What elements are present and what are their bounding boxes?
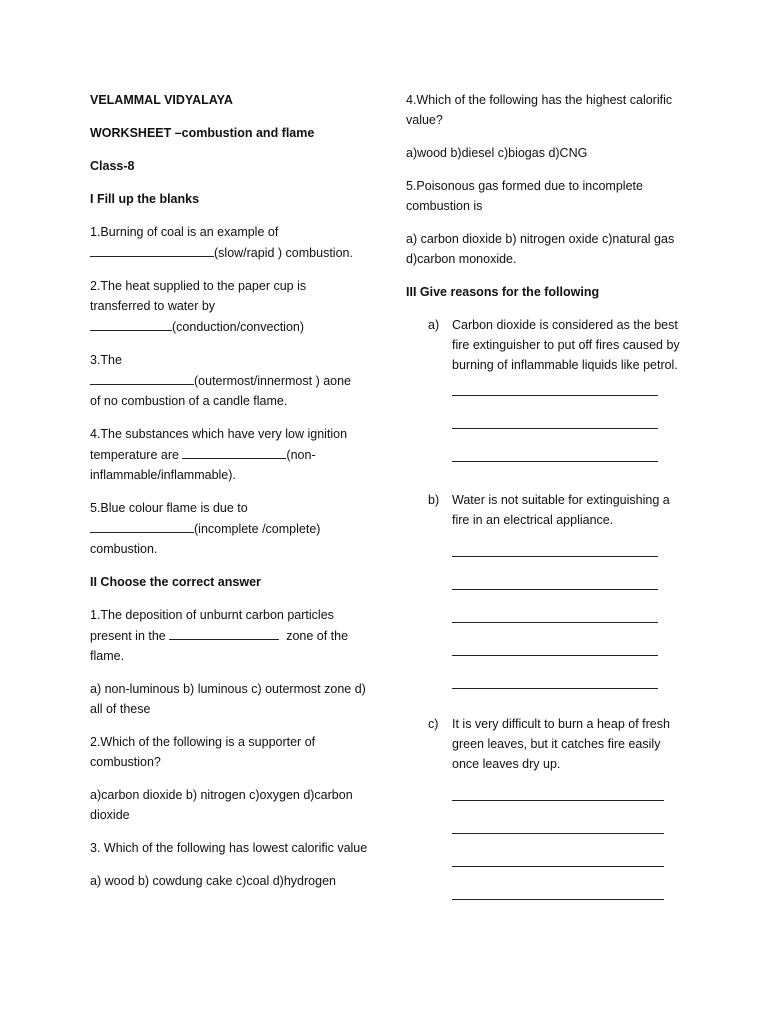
fill-question-2 xyxy=(90,276,372,337)
mcq-question-1-text-3: zone of the xyxy=(286,629,349,643)
reason-item-a xyxy=(406,315,688,474)
answer-line xyxy=(452,569,658,602)
fill-question-5-options: (incomplete /complete) xyxy=(194,522,321,536)
reason-item-b xyxy=(406,490,688,701)
answer-line xyxy=(452,813,664,846)
fill-question-5 xyxy=(90,498,372,559)
mcq-question-1 xyxy=(90,605,372,666)
mcq-question-4: 4.Which of the following has the highest calorific value? xyxy=(406,93,673,127)
fill-question-4-text-3: inflammable/inflammable). xyxy=(90,468,236,482)
reason-item-c-answer-lines xyxy=(452,780,688,912)
fill-question-5-text-1: 5.Blue colour flame is due to xyxy=(90,501,248,515)
mcq-question-4-options: a)wood b)diesel c)biogas d)CNG xyxy=(406,146,588,160)
fill-question-2-text-1: 2.The heat supplied to the paper cup is xyxy=(90,279,307,293)
answer-line xyxy=(452,780,664,813)
mcq-question-2-options: a)carbon dioxide b) nitrogen c)oxygen d)carbon dioxide xyxy=(90,788,353,822)
mcq-question-2: 2.Which of the following is a supporter of combustion? xyxy=(90,735,316,769)
reason-item-a-text: Carbon dioxide is considered as the best fire extinguisher to put off fires caused by burning of inflammable liquids like petrol. xyxy=(452,318,680,372)
fill-question-1 xyxy=(90,222,372,263)
fill-question-2-text-2: transferred to water by xyxy=(90,299,216,313)
answer-line xyxy=(452,375,658,408)
worksheet-title: WORKSHEET –combustion and flame xyxy=(90,126,315,140)
reason-item-a-marker: a) xyxy=(428,318,440,332)
reason-item-a-answer-lines xyxy=(452,375,688,474)
answer-line xyxy=(452,846,664,879)
fill-question-3-text-1: 3.The xyxy=(90,353,122,367)
mcq-question-1-text-4: flame. xyxy=(90,649,125,663)
answer-line xyxy=(452,408,658,441)
answer-line xyxy=(452,879,664,912)
mcq-question-1-options: a) non-luminous b) luminous c) outermost zone d) all of these xyxy=(90,682,366,716)
fill-question-3-blank xyxy=(90,370,194,385)
mcq-question-3-options: a) wood b) cowdung cake c)coal d)hydrogen xyxy=(90,874,336,888)
mcq-question-1-text-2: present in the xyxy=(90,629,166,643)
reason-item-b-answer-lines xyxy=(452,536,688,701)
class-label: Class-8 xyxy=(90,159,135,173)
reason-item-b-marker: b) xyxy=(428,493,440,507)
fill-question-5-text-3: combustion. xyxy=(90,542,158,556)
mcq-question-5-options: a) carbon dioxide b) nitrogen oxide c)natural gas d)carbon monoxide. xyxy=(406,232,675,266)
fill-question-2-blank xyxy=(90,316,172,331)
fill-question-1-text: 1.Burning of coal is an example of xyxy=(90,225,279,239)
section-1-title: I Fill up the blanks xyxy=(90,192,200,206)
fill-question-4-text-2: temperature are xyxy=(90,448,179,462)
section-2-title: II Choose the correct answer xyxy=(90,575,261,589)
answer-line xyxy=(452,668,658,701)
reason-item-c xyxy=(406,714,688,912)
fill-question-3-options: (outermost/innermost ) aone xyxy=(194,374,352,388)
fill-question-2-options: (conduction/convection) xyxy=(172,320,305,334)
fill-question-1-options: (slow/rapid ) combustion. xyxy=(214,246,353,260)
fill-question-4-blank xyxy=(182,444,286,459)
section-3-title: III Give reasons for the following xyxy=(406,285,600,299)
reason-item-b-text: Water is not suitable for extinguishing a fire in an electrical appliance. xyxy=(452,493,670,527)
fill-question-3-text-3: of no combustion of a candle flame. xyxy=(90,394,288,408)
fill-question-1-blank xyxy=(90,242,214,257)
mcq-question-3: 3. Which of the following has lowest calorific value xyxy=(90,841,368,855)
school-name: VELAMMAL VIDYALAYA xyxy=(90,93,233,107)
fill-question-4-text-1: 4.The substances which have very low ignition xyxy=(90,427,348,441)
mcq-question-1-text-1: 1.The deposition of unburnt carbon particles xyxy=(90,608,334,622)
right-column xyxy=(406,90,688,925)
answer-line xyxy=(452,441,658,474)
fill-question-4 xyxy=(90,424,372,485)
mcq-question-1-blank xyxy=(169,625,279,640)
answer-line xyxy=(452,536,658,569)
answer-line xyxy=(452,602,658,635)
reason-item-c-text: It is very difficult to burn a heap of fresh green leaves, but it catches fire easily once leaves dry up. xyxy=(452,717,670,771)
fill-question-4-options: (non- xyxy=(286,448,316,462)
fill-question-5-blank xyxy=(90,518,194,533)
reason-item-c-marker: c) xyxy=(428,717,439,731)
fill-question-3 xyxy=(90,350,372,411)
mcq-question-5: 5.Poisonous gas formed due to incomplete combustion is xyxy=(406,179,643,213)
left-column xyxy=(90,90,372,904)
answer-line xyxy=(452,635,658,668)
